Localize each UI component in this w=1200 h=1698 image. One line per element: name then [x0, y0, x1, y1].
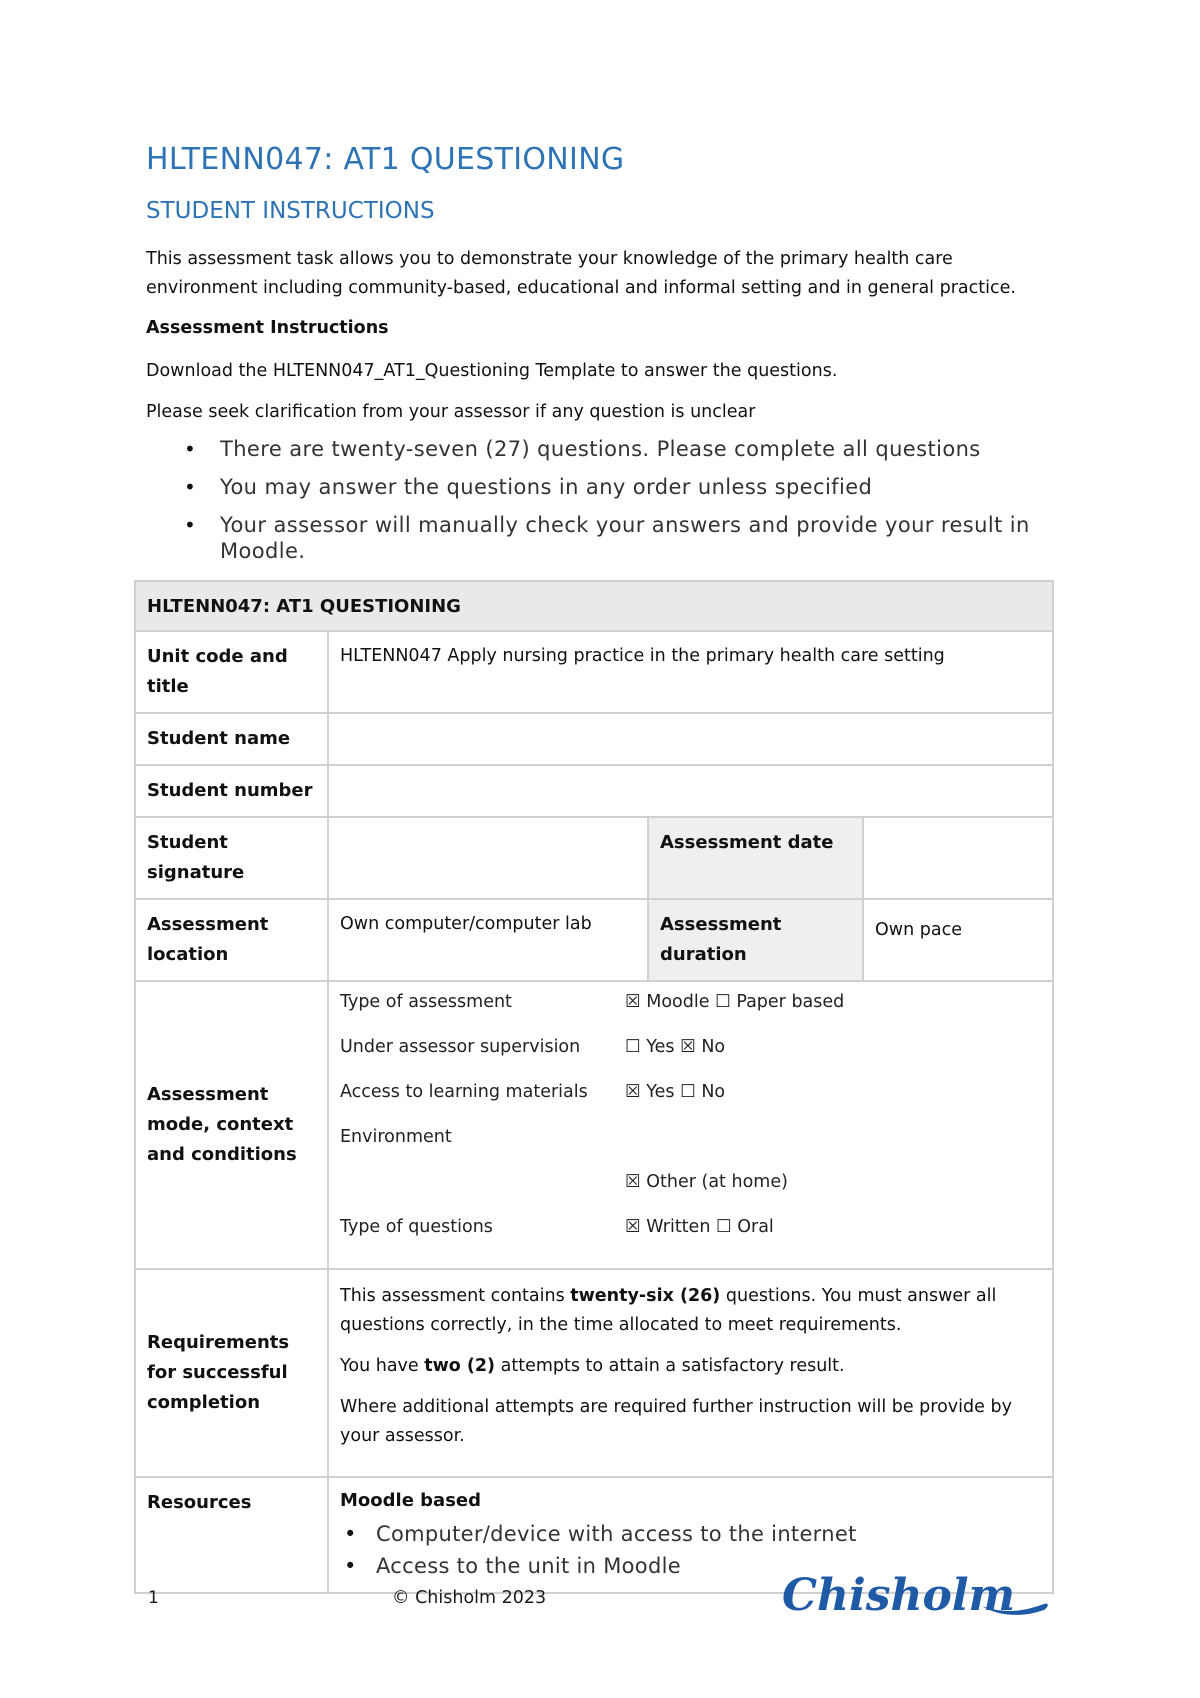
chisholm-logo	[782, 1568, 1052, 1624]
assessment-duration-label: Assessment duration	[648, 899, 863, 981]
assessment-type-options[interactable]: ☒ Moodle ☐ Paper based	[625, 992, 845, 1012]
bullet-item: • Your assessor will manually check your answers and provide your result in Moodle.	[180, 512, 1060, 564]
requirements-paragraph-2: You have two (2) attempts to attain a satisfactory result.	[340, 1356, 845, 1376]
intro-line-1: This assessment task allows you to demonstrate your knowledge of the primary health care	[146, 249, 953, 269]
assessment-mode-cell	[328, 981, 1053, 1269]
mode-row-label: Access to learning materials	[340, 1082, 588, 1102]
student-number-label: Student number	[135, 765, 328, 817]
assessment-location-label: Assessment location	[135, 899, 328, 981]
mode-row-label: Under assessor supervision	[340, 1037, 581, 1057]
assessment-duration-value: Own pace	[863, 899, 1053, 981]
student-name-field[interactable]	[328, 713, 1053, 765]
resource-item: • Computer/device with access to the internet	[340, 1518, 1041, 1550]
download-text: Download the HLTENN047_AT1_Questioning Template to answer the questions.	[146, 361, 838, 381]
assessment-location-value: Own computer/computer lab	[328, 899, 648, 981]
assessment-mode-label: Assessment mode, context and conditions	[135, 981, 328, 1269]
unit-code-label: Unit code and title	[135, 631, 328, 713]
student-signature-field[interactable]	[328, 817, 648, 899]
section-heading: STUDENT INSTRUCTIONS	[146, 198, 435, 224]
environment-options-blank	[625, 1123, 1041, 1168]
assessment-date-field[interactable]	[863, 817, 1053, 899]
page-number: 1	[148, 1588, 159, 1608]
requirements-paragraph-1: This assessment contains twenty-six (26) questions. You must answer all questions correctly, in the time allocated to meet requirements.	[340, 1286, 997, 1335]
resources-heading: Moodle based	[340, 1490, 482, 1511]
copyright-text: © Chisholm 2023	[392, 1588, 547, 1608]
clarification-text: Please seek clarification from your assessor if any question is unclear	[146, 402, 756, 422]
resources-label: Resources	[135, 1477, 328, 1593]
resource-item: • Access to the unit in Moodle	[340, 1550, 1041, 1582]
student-name-label: Student name	[135, 713, 328, 765]
supervision-options[interactable]: ☐ Yes ☒ No	[625, 1037, 726, 1057]
requirements-cell	[328, 1269, 1053, 1477]
mode-row-label	[340, 1168, 625, 1213]
requirements-label: Requirements for successful completion	[135, 1269, 328, 1477]
assessment-date-label: Assessment date	[648, 817, 863, 899]
bullet-item: • There are twenty-seven (27) questions. Please complete all questions	[180, 436, 1060, 462]
bullet-item: • You may answer the questions in any order unless specified	[180, 474, 1060, 500]
mode-row-label: Type of questions	[340, 1217, 493, 1237]
learning-materials-options[interactable]: ☒ Yes ☐ No	[625, 1082, 726, 1102]
intro-line-2: environment including community-based, educational and informal setting and in general practice.	[146, 278, 1016, 298]
requirements-paragraph-3: Where additional attempts are required further instruction will be provide by your assessor.	[340, 1397, 1012, 1446]
mode-row-label: Environment	[340, 1127, 452, 1147]
student-number-field[interactable]	[328, 765, 1053, 817]
student-signature-label: Student signature	[135, 817, 328, 899]
instruction-bullets	[180, 436, 1060, 576]
question-type-options[interactable]: ☒ Written ☐ Oral	[625, 1217, 774, 1237]
assessment-instructions-label: Assessment Instructions	[146, 318, 389, 338]
environment-options[interactable]: ☒ Other (at home)	[625, 1172, 788, 1192]
unit-code-value: HLTENN047 Apply nursing practice in the primary health care setting	[328, 631, 1053, 713]
table-title: HLTENN047: AT1 QUESTIONING	[135, 581, 1053, 631]
page-title: HLTENN047: AT1 QUESTIONING	[146, 142, 625, 177]
logo-text: Chisholm	[782, 1570, 1016, 1621]
assessment-info-table	[134, 580, 1054, 1594]
mode-row-label: Type of assessment	[340, 992, 512, 1012]
